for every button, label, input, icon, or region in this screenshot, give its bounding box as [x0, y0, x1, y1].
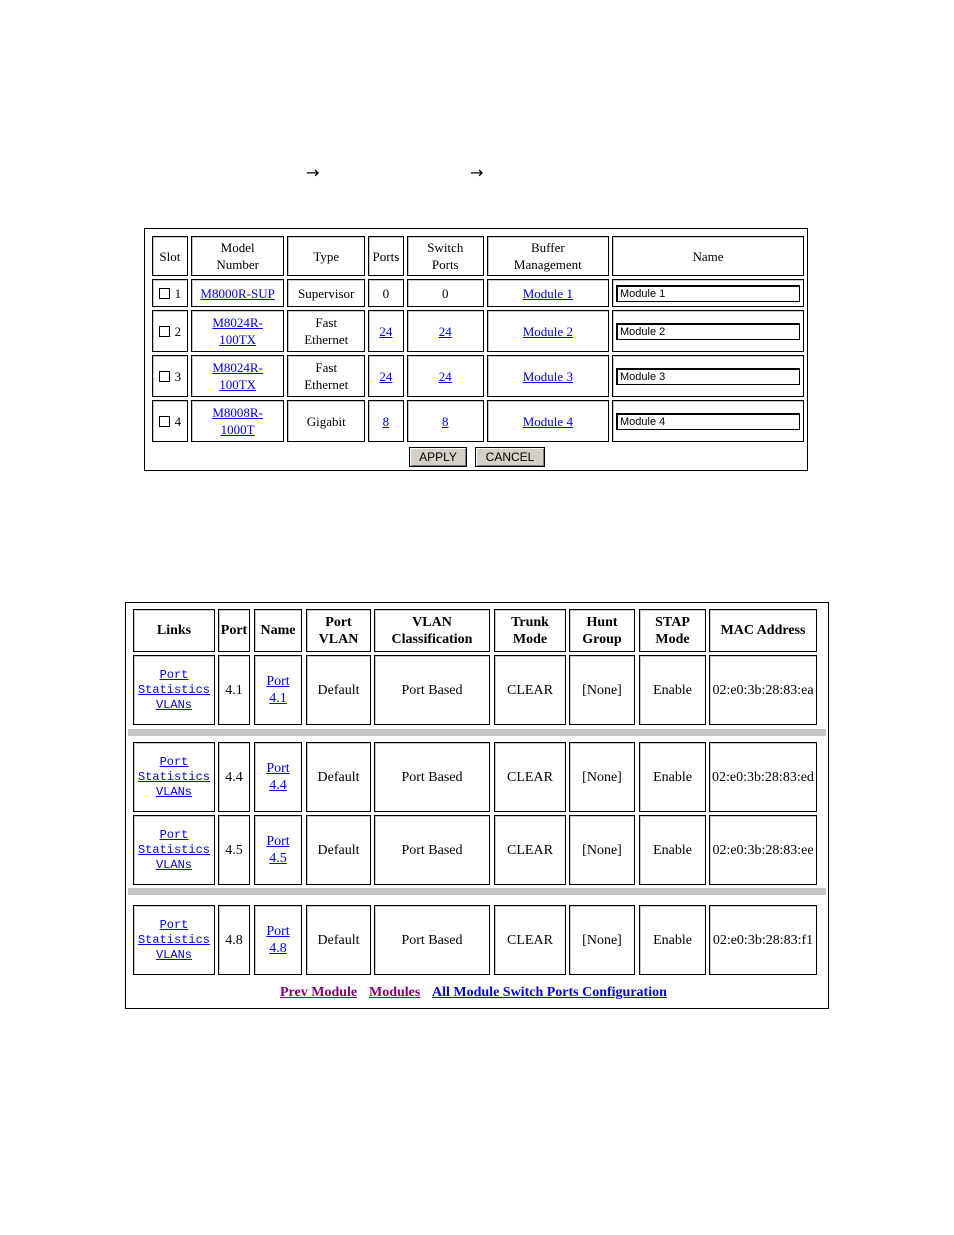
trunk-mode-cell — [494, 655, 566, 725]
name-cell — [254, 655, 302, 725]
port-vlans-link[interactable]: VLANs — [155, 784, 192, 799]
cell-text: Default — [317, 842, 360, 858]
ports-link[interactable]: 24 — [379, 368, 393, 384]
port-vlans-link[interactable]: VLANs — [155, 697, 192, 712]
vlan-classification-cell — [374, 655, 490, 725]
buffer-management-link[interactable]: Module 2 — [522, 323, 573, 339]
cell-text: 4.8 — [225, 932, 243, 948]
cell-text: Port Based — [401, 932, 463, 948]
cell-text: Enable — [653, 769, 692, 785]
buffer-management-link[interactable]: Module 1 — [522, 285, 573, 301]
links-cell — [133, 742, 215, 812]
vlan-classification-cell — [374, 815, 490, 885]
model-link[interactable]: M8008R- 1000T — [212, 405, 263, 437]
port-vlan-cell — [306, 655, 371, 725]
model-cell — [191, 310, 285, 352]
switch-ports-link[interactable]: 24 — [438, 323, 452, 339]
port-statistics-link[interactable]: Port Statistics — [137, 667, 210, 697]
buffer-management-link[interactable]: Module 3 — [522, 368, 573, 384]
type-cell: Fast Ethernet — [287, 355, 364, 397]
switch-ports-cell — [407, 400, 484, 442]
cell-text: 02:e0:3b:28:83:ed — [712, 769, 814, 785]
trunk-mode-cell — [494, 905, 566, 975]
stap-mode-cell — [639, 655, 706, 725]
cell-text: Default — [317, 682, 360, 698]
module-row — [152, 355, 804, 397]
cell-text: Classification — [391, 631, 473, 647]
cell-text: 4.4 — [225, 769, 243, 785]
ports-cell — [368, 310, 404, 352]
slot-checkbox[interactable] — [159, 371, 170, 382]
mac-address-cell — [709, 905, 817, 975]
col-model-number: Model Number — [191, 236, 285, 276]
col-slot: Slot — [152, 236, 188, 276]
ports-link[interactable]: 24 — [379, 323, 393, 339]
col-port — [218, 609, 250, 652]
cell-text: Enable — [653, 682, 692, 698]
stap-mode-cell — [639, 742, 706, 812]
port-statistics-link[interactable]: Port Statistics — [137, 917, 210, 947]
model-cell — [191, 400, 285, 442]
port-statistics-link[interactable]: Port Statistics — [137, 827, 210, 857]
cell-text: 02:e0:3b:28:83:f1 — [712, 932, 814, 948]
col-type: Type — [287, 236, 364, 276]
stap-mode-cell — [639, 815, 706, 885]
cell-text: Hunt — [586, 614, 618, 630]
name-cell — [612, 400, 804, 442]
port-vlans-link[interactable]: VLANs — [155, 947, 192, 962]
module-table-header — [152, 236, 804, 276]
cell-text: Links — [156, 623, 192, 638]
links-cell — [133, 655, 215, 725]
links-cell — [133, 905, 215, 975]
col-mac-address — [709, 609, 817, 652]
cell-text: Default — [317, 769, 360, 785]
slot-cell: 2 — [152, 310, 188, 352]
cell-text: VLAN — [318, 631, 359, 647]
cell-text: Port — [325, 614, 352, 630]
cell-text: Port Based — [401, 682, 463, 698]
cell-text: [None] — [582, 842, 622, 858]
cell-text: 4.5 — [225, 842, 243, 858]
port-cell — [218, 815, 250, 885]
slot-checkbox[interactable] — [159, 416, 170, 427]
switch-ports-cell: 0 — [407, 279, 484, 307]
hunt-group-cell — [569, 815, 635, 885]
model-link[interactable]: M8024R- 100TX — [212, 360, 263, 392]
col-links — [133, 609, 215, 652]
port-statistics-link[interactable]: Port Statistics — [137, 754, 210, 784]
cell-text: CLEAR — [507, 932, 553, 948]
slot-checkbox[interactable] — [159, 288, 170, 299]
cell-text: Port — [220, 623, 248, 638]
mac-address-cell — [709, 742, 817, 812]
module-row — [152, 400, 804, 442]
vlan-classification-cell — [374, 742, 490, 812]
col-buffer-management: Buffer Management — [487, 236, 609, 276]
mac-address-cell — [709, 815, 817, 885]
port-cell — [218, 742, 250, 812]
model-cell — [191, 279, 285, 307]
type-cell: Gigabit — [287, 400, 364, 442]
cell-text: CLEAR — [507, 769, 553, 785]
cell-text: Mode — [655, 631, 690, 647]
model-link[interactable]: M8024R- 100TX — [212, 315, 263, 347]
buffer-management-link[interactable]: Module 4 — [522, 413, 573, 429]
cell-text: 4.1 — [225, 682, 243, 698]
col-switch-ports: Switch Ports — [407, 236, 484, 276]
ports-link[interactable]: 8 — [382, 413, 390, 429]
modules-link[interactable]: Modules — [369, 985, 421, 1000]
cell-text: Default — [317, 932, 360, 948]
name-cell — [612, 355, 804, 397]
switch-ports-cell — [407, 310, 484, 352]
slot-cell: 4 — [152, 400, 188, 442]
ports-cell: 0 — [368, 279, 404, 307]
module-name-input[interactable] — [616, 285, 800, 302]
buffer-cell — [487, 279, 609, 307]
cell-text: CLEAR — [507, 842, 553, 858]
port-name-link[interactable]: Port 4.1 — [266, 674, 290, 706]
module-name-input[interactable] — [616, 323, 800, 340]
cell-text: [None] — [582, 769, 622, 785]
omitted-rows-separator — [128, 729, 826, 736]
cell-text: Group — [582, 631, 622, 647]
cell-text: Name — [260, 623, 296, 638]
cell-text: [None] — [582, 932, 622, 948]
model-link[interactable]: M8000R-SUP — [200, 285, 275, 301]
links-cell — [133, 815, 215, 885]
port-vlan-cell — [306, 815, 371, 885]
buffer-cell — [487, 355, 609, 397]
cancel-button[interactable]: CANCEL — [475, 447, 545, 467]
port-vlan-cell — [306, 905, 371, 975]
module-name-input[interactable] — [616, 413, 800, 430]
port-cell — [218, 655, 250, 725]
col-trunk-mode — [494, 609, 566, 652]
slot-cell: 1 — [152, 279, 188, 307]
col-port-vlan — [306, 609, 371, 652]
switch-ports-cell — [407, 355, 484, 397]
prev-module-link[interactable]: Prev Module — [280, 985, 358, 1000]
cell-text: 02:e0:3b:28:83:ee — [712, 842, 814, 858]
cell-text: 02:e0:3b:28:83:ea — [712, 682, 814, 698]
hunt-group-cell — [569, 655, 635, 725]
slot-checkbox[interactable] — [159, 326, 170, 337]
name-cell — [612, 279, 804, 307]
name-cell — [254, 905, 302, 975]
cell-text: Trunk — [511, 614, 549, 630]
module-row — [152, 310, 804, 352]
type-cell: Fast Ethernet — [287, 310, 364, 352]
port-name-link[interactable]: Port 4.4 — [266, 761, 290, 793]
right-arrow-icon: → — [470, 163, 484, 182]
port-vlans-link[interactable]: VLANs — [155, 857, 192, 872]
switch-ports-link[interactable]: 8 — [442, 413, 449, 429]
ports-cell — [368, 355, 404, 397]
all-module-switch-ports-config-link[interactable]: All Module Switch Ports Configuration — [432, 985, 667, 1000]
cell-text: CLEAR — [507, 682, 553, 698]
right-arrow-icon: → — [306, 163, 320, 182]
stap-mode-cell — [639, 905, 706, 975]
cell-text: Enable — [653, 932, 692, 948]
cell-text: Port Based — [401, 842, 463, 858]
col-ports: Ports — [368, 236, 404, 276]
port-name-link[interactable]: Port 4.5 — [266, 834, 290, 866]
hunt-group-cell — [569, 905, 635, 975]
omitted-rows-separator — [128, 888, 826, 895]
type-cell: Supervisor — [287, 279, 364, 307]
module-row — [152, 279, 804, 307]
col-name: Name — [612, 236, 804, 276]
apply-button[interactable]: APPLY — [409, 447, 467, 467]
buffer-cell — [487, 400, 609, 442]
name-cell — [254, 815, 302, 885]
mac-address-cell — [709, 655, 817, 725]
module-table — [149, 233, 807, 445]
trunk-mode-cell — [494, 742, 566, 812]
buffer-cell — [487, 310, 609, 352]
col-vlan-classification — [374, 609, 490, 652]
col-hunt-group — [569, 609, 635, 652]
port-vlan-cell — [306, 742, 371, 812]
trunk-mode-cell — [494, 815, 566, 885]
cell-text: MAC Address — [720, 623, 806, 638]
vlan-classification-cell — [374, 905, 490, 975]
switch-ports-link[interactable]: 24 — [438, 368, 452, 384]
model-cell — [191, 355, 285, 397]
port-name-link[interactable]: Port 4.8 — [266, 924, 290, 956]
name-cell — [254, 742, 302, 812]
cell-text: STAP — [655, 614, 690, 630]
cell-text: VLAN — [412, 614, 452, 630]
hunt-group-cell — [569, 742, 635, 812]
col-stap-mode — [639, 609, 706, 652]
cell-text: [None] — [582, 682, 622, 698]
slot-cell: 3 — [152, 355, 188, 397]
name-cell — [612, 310, 804, 352]
cell-text: Enable — [653, 842, 692, 858]
cell-text: Port Based — [401, 769, 463, 785]
cell-text: Mode — [512, 631, 548, 647]
col-name — [254, 609, 302, 652]
module-table-panel — [144, 228, 808, 471]
module-name-input[interactable] — [616, 368, 800, 385]
ports-cell — [368, 400, 404, 442]
port-cell — [218, 905, 250, 975]
